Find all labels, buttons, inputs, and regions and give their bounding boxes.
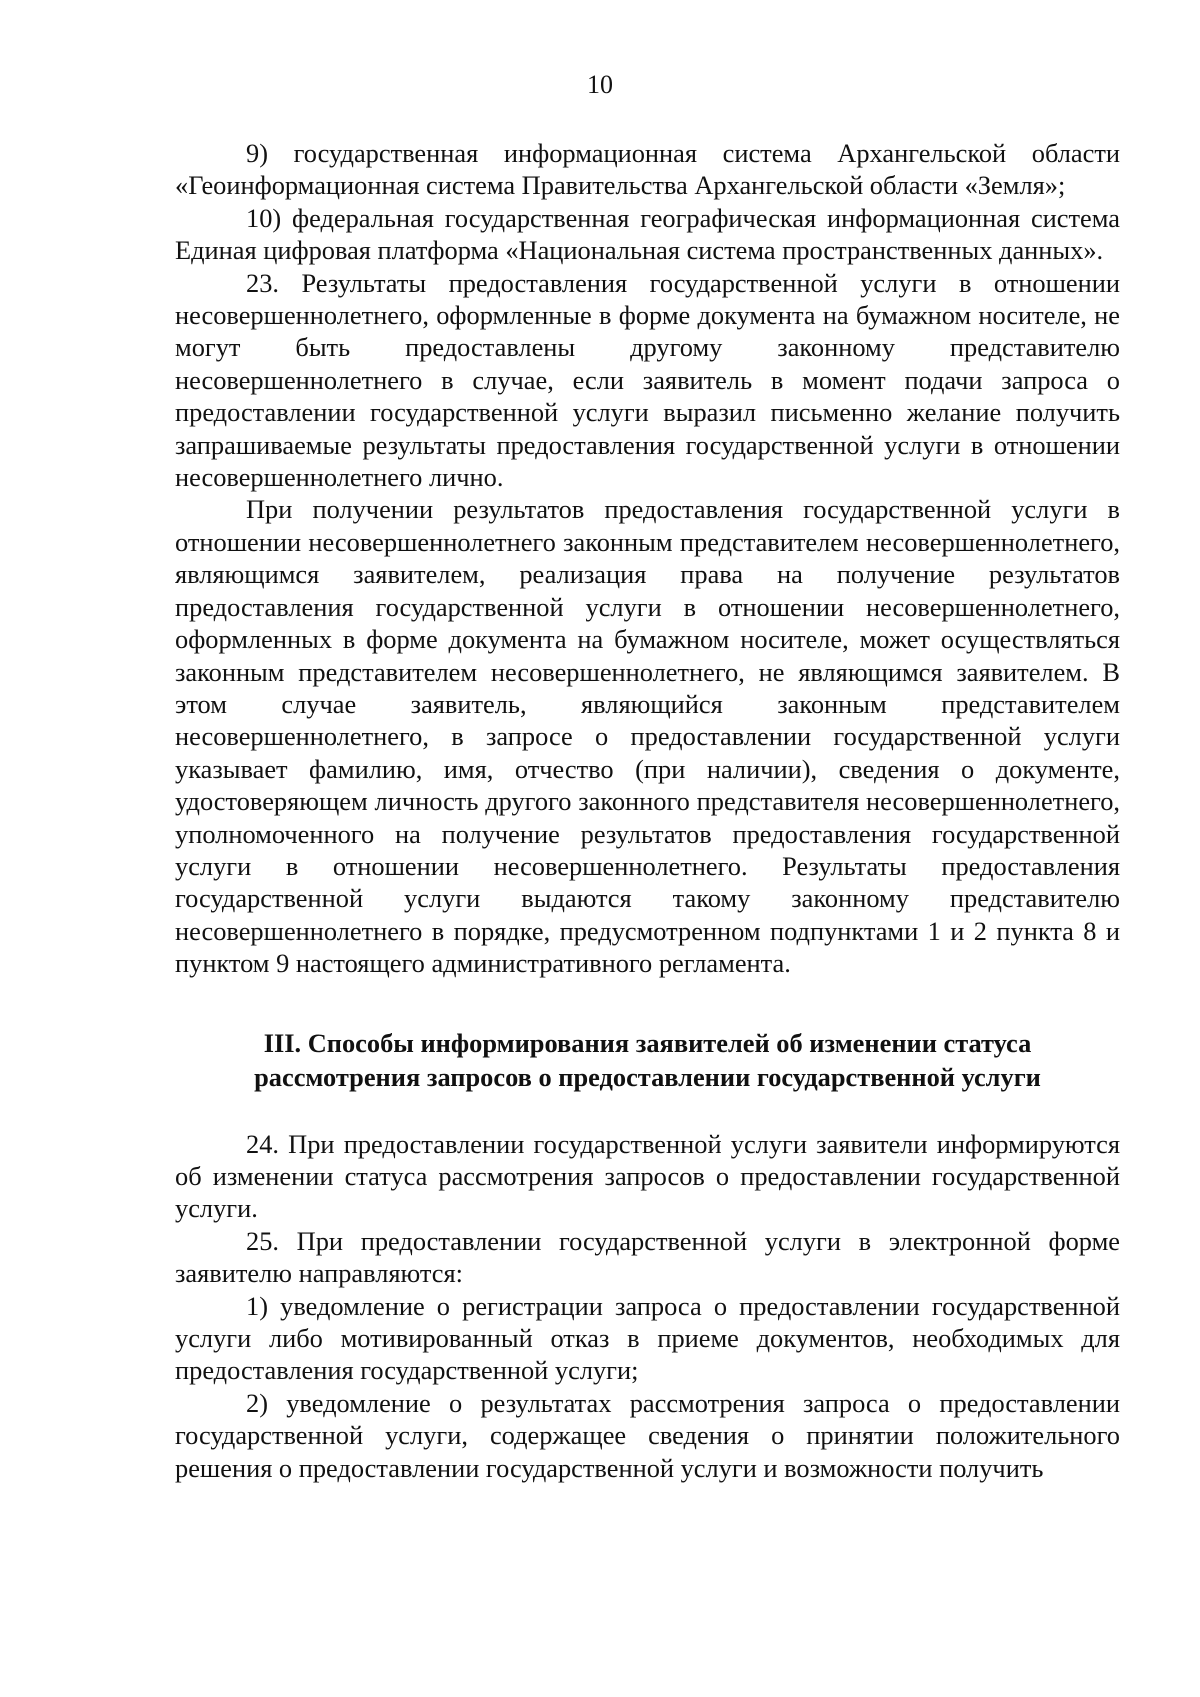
section-heading-line-2: рассмотрения запросов о предоставлении государственной услуги xyxy=(254,1061,1041,1092)
paragraph-25-item-1: 1) уведомление о регистрации запроса о предоставлении государственной услуги либо мотивированный отказ в приеме документов, необходимых для предоставления государственной услуги; xyxy=(175,1290,1120,1386)
paragraph-24: 24. При предоставлении государственной услуги заявители информируются об изменении статуса рассмотрения запросов о предоставлении государственной услуги. xyxy=(175,1128,1120,1224)
section-heading xyxy=(175,1026,1120,1094)
paragraph-25: 25. При предоставлении государственной услуги в электронной форме заявителю направляются: xyxy=(175,1225,1120,1289)
document-body xyxy=(175,137,1120,1484)
paragraph-item-9: 9) государственная информационная система Архангельской области «Геоинформационная система Правительства Архангельской области «Земля»; xyxy=(175,138,1120,201)
page-number: 10 xyxy=(587,70,613,99)
paragraph-23-continuation: При получении результатов предоставления государственной услуги в отношении несовершеннолетнего законным представителем несовершеннолетнего, являющимся заявителем, реализация права на получение результатов предоставления государственной услуги в отношении несовершеннолетнего, оформленных в форме документа на бумажном носителе, может осуществляться законным представителем несовершеннолетнего, не являющимся заявителем. В этом случае заявитель, являющийся законным представителем несовершеннолетнего, в запросе о предоставлении государственной услуги указывает фамилию, имя, отчество (при наличии), сведения о документе, удостоверяющем личность другого законного представителя несовершеннолетнего, уполномоченного на получение результатов предоставления государственной услуги в отношении несовершеннолетнего. Результаты предоставления государственной услуги выдаются такому законному представителю несовершеннолетнего в порядке, предусмотренном подпунктами 1 и 2 пункта 8 и пунктом 9 настоящего административного регламента. xyxy=(175,494,1120,979)
paragraph-25-item-2: 2) уведомление о результатах рассмотрения запроса о предоставлении государственной услуги, содержащее сведения о принятии положительного решения о предоставлении государственной услуги и возможности получить xyxy=(175,1387,1120,1483)
paragraph-item-10: 10) федеральная государственная географическая информационная система Единая цифровая платформа «Национальная система пространственных данных». xyxy=(175,202,1120,266)
paragraph-23: 23. Результаты предоставления государственной услуги в отношении несовершеннолетнего, оформленные в форме документа на бумажном носителе, не могут быть предоставлены другому законному представителю несовершеннолетнего в случае, если заявитель в момент подачи запроса о предоставлении государственной услуги выразил письменно желание получить запрашиваемые результаты предоставления государственной услуги в отношении несовершеннолетнего лично. xyxy=(175,267,1120,493)
section-heading-line-1: III. Способы информирования заявителей об изменении статуса xyxy=(263,1027,1032,1058)
